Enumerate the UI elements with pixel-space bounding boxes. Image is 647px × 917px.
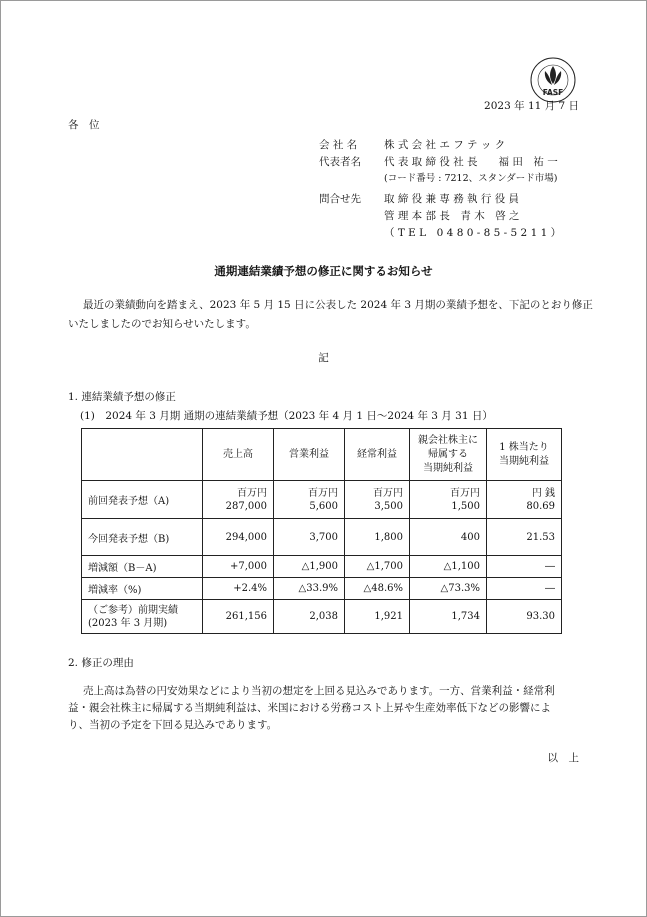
table-cell: [410, 481, 487, 519]
cell-value: 93.30: [487, 600, 562, 634]
cell-value: 400: [410, 519, 487, 556]
reason-line-2: 益・親会社株主に帰属する当期純利益は、米国における労務コスト上昇や生産効率低下などの影響によ: [68, 702, 551, 714]
unit-label: 百万円: [237, 487, 267, 499]
document-date: 2023 年 11 月 7 日: [484, 100, 579, 112]
header-ordinary-profit: 経常利益: [345, 429, 410, 481]
contact-tel: （ T E L 0 4 8 0 - 8 5 - 5 2 1 1 ）: [384, 227, 562, 239]
closing-mark: 以 上: [547, 752, 579, 764]
stock-code: (コード番号 : 7212、スタンダード市場): [384, 173, 558, 184]
table-row: [82, 556, 562, 578]
section1-heading: 1. 連結業績予想の修正: [68, 391, 176, 403]
header-sales: 売上高: [203, 429, 274, 481]
table-row: [82, 519, 562, 556]
cell-value: ―: [487, 556, 562, 578]
cell-value: +7,000: [203, 556, 274, 578]
company-label: 会 社 名: [319, 139, 358, 151]
section1-subheading: (1) 2024 年 3 月期 通期の連結業績予想（2023 年 4 月 1 日～2024 年 3 月 31 日）: [80, 410, 493, 422]
header-empty-cell: [82, 429, 203, 481]
table-cell: [487, 481, 562, 519]
cell-value: △33.9%: [274, 578, 345, 600]
row-label-current: 今回発表予想（B): [82, 519, 203, 556]
cell-value: 80.69: [526, 500, 555, 512]
header-eps: 1 株当たり 当期純利益: [487, 429, 562, 481]
cell-value: △1,700: [345, 556, 410, 578]
unit-label: 円 銭: [531, 487, 555, 499]
representative-label: 代表者名: [319, 156, 361, 168]
table-header-row: [82, 429, 562, 481]
table-row: [82, 481, 562, 519]
cell-value: 2,038: [274, 600, 345, 634]
fasf-logo-text: FASF: [542, 88, 564, 97]
unit-label: 百万円: [373, 487, 403, 499]
intro-line-2: いたしましたのでお知らせいたします。: [68, 318, 256, 330]
cell-value: △48.6%: [345, 578, 410, 600]
cell-value: 1,500: [451, 500, 480, 512]
intro-line-1: 最近の業績動向を踏まえ、2023 年 5 月 15 日に公表した 2024 年 3 月期の業績予想を、下記のとおり修正: [83, 299, 593, 311]
section2-heading: 2. 修正の理由: [68, 657, 134, 669]
table-row: [82, 578, 562, 600]
row-label-change-rate: 増減率（%): [82, 578, 203, 600]
row-label-prior-year: （ご参考）前期実績 (2023 年 3 月期): [82, 600, 203, 634]
cell-value: ―: [487, 578, 562, 600]
cell-value: △1,100: [410, 556, 487, 578]
row-label-previous: 前回発表予想（A): [82, 481, 203, 519]
cell-value: △1,900: [274, 556, 345, 578]
table-cell: [203, 481, 274, 519]
addressee: 各 位: [68, 119, 100, 131]
table-row: [82, 600, 562, 634]
cell-value: 3,500: [374, 500, 403, 512]
cell-value: △73.3%: [410, 578, 487, 600]
contact-title-1: 取 締 役 兼 専 務 執 行 役 員: [384, 193, 520, 205]
reason-line-1: 売上高は為替の円安効果などにより当初の想定を上回る見込みであります。一方、営業利益・経常利: [83, 685, 555, 697]
company-name: 株 式 会 社 エ フ テ ッ ク: [384, 139, 506, 151]
ki-label: 記: [318, 352, 329, 364]
header-net-income: 親会社株主に 帰属する 当期純利益: [410, 429, 487, 481]
row-label-change-amount: 増減額（B－A): [82, 556, 203, 578]
table-cell: [345, 481, 410, 519]
reason-line-3: り、当初の予定を下回る見込みであります。: [68, 719, 278, 731]
contact-title-2: 管 理 本 部 長 青 木 啓 之: [384, 210, 520, 222]
cell-value: 261,156: [203, 600, 274, 634]
table-cell: [274, 481, 345, 519]
fasf-seal-icon: [530, 57, 576, 103]
unit-label: 百万円: [308, 487, 338, 499]
page-title: 通期連結業績予想の修正に関するお知らせ: [214, 264, 433, 278]
cell-value: 287,000: [225, 500, 267, 512]
cell-value: 1,734: [410, 600, 487, 634]
cell-value: 3,700: [274, 519, 345, 556]
header-operating-profit: 営業利益: [274, 429, 345, 481]
cell-value: 1,800: [345, 519, 410, 556]
cell-value: +2.4%: [203, 578, 274, 600]
cell-value: 294,000: [203, 519, 274, 556]
unit-label: 百万円: [450, 487, 480, 499]
cell-value: 5,600: [309, 500, 338, 512]
representative-name: 代 表 取 締 役 社 長 福 田 祐 一: [384, 156, 558, 168]
cell-value: 21.53: [487, 519, 562, 556]
contact-label: 問合せ先: [319, 193, 361, 205]
forecast-table: [81, 428, 562, 634]
cell-value: 1,921: [345, 600, 410, 634]
